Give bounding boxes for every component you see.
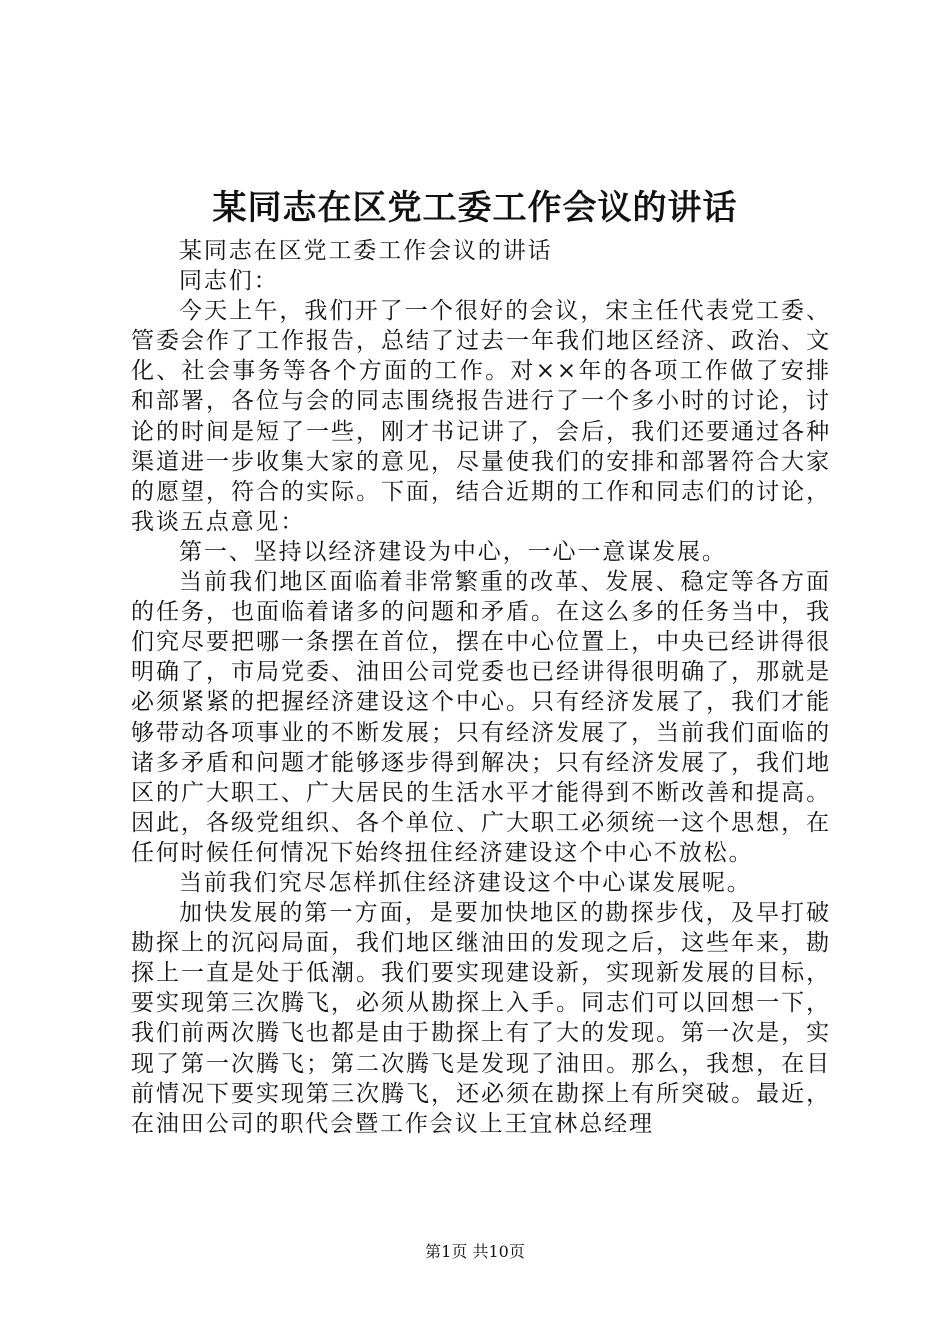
document-title: 某同志在区党工委工作会议的讲话 [212, 188, 738, 228]
body-paragraph: 当前我们究尽怎样抓住经济建设这个中心谋发展呢。 [179, 869, 752, 896]
body-paragraph: 当前我们地区面临着非常繁重的改革、发展、稳定等各方面的任务，也面临着诸多的问题和矛盾。在这么多的任务当中，我们究尽要把哪一条摆在首位，摆在中心位置上，中央已经讲得很明确了，市局党委、油田公司党委也已经讲得很明确了，那就是必须紧紧的把握经济建设这个中心。只有经济发展了，我们才能够带动各项事业的不断发展；只有经济发展了，当前我们面临的诸多矛盾和问题才能够逐步得到解决；只有经济发展了，我们地区的广大职工、广大居民的生活水平才能得到不断改善和提高。因此，各级党组织、各个单位、广大职工必须统一这个思想，在任何时候任何情况下始终扭住经济建设这个中心不放松。 [131, 569, 831, 866]
body-paragraph: 加快发展的第一方面，是要加快地区的勘探步伐，及早打破勘探上的沉闷局面，我们地区继油田的发现之后，这些年来，勘探上一直是处于低潮。我们要实现建设新，实现新发展的目标，要实现第三次腾飞，必须从勘探上入手。同志们可以回想一下，我们前两次腾飞也都是由于勘探上有了大的发现。第一次是，实现了第一次腾飞；第二次腾飞是发现了油田。那么，我想，在目前情况下要实现第三次腾飞，还必须在勘探上有所突破。最近，在油田公司的职代会暨工作会议上王宜林总经理 [131, 900, 831, 1137]
page-footer [0, 1240, 950, 1264]
body-paragraph: 第一、坚持以经济建设为中心，一心一意谋发展。 [179, 538, 727, 565]
page-total: 共10页 [472, 1242, 525, 1261]
body-paragraph: 某同志在区党工委工作会议的讲话 [179, 238, 553, 264]
body-paragraph: 今天上午，我们开了一个很好的会议，宋主任代表党工委、管委会作了工作报告，总结了过去一年我们地区经济、政治、文化、社会事务等各个方面的工作。对××年的各项工作做了安排和部署，各位与会的同志围绕报告进行了一个多小时的讨论，讨论的时间是短了一些，刚才书记讲了，会后，我们还要通过各种渠道进一步收集大家的意见，尽量使我们的安排和部署符合大家的愿望，符合的实际。下面，结合近期的工作和同志们的讨论，我谈五点意见： [131, 298, 831, 535]
document-body [131, 236, 831, 1139]
page-number: 第1页 [425, 1242, 468, 1261]
body-paragraph: 同志们： [179, 268, 279, 295]
